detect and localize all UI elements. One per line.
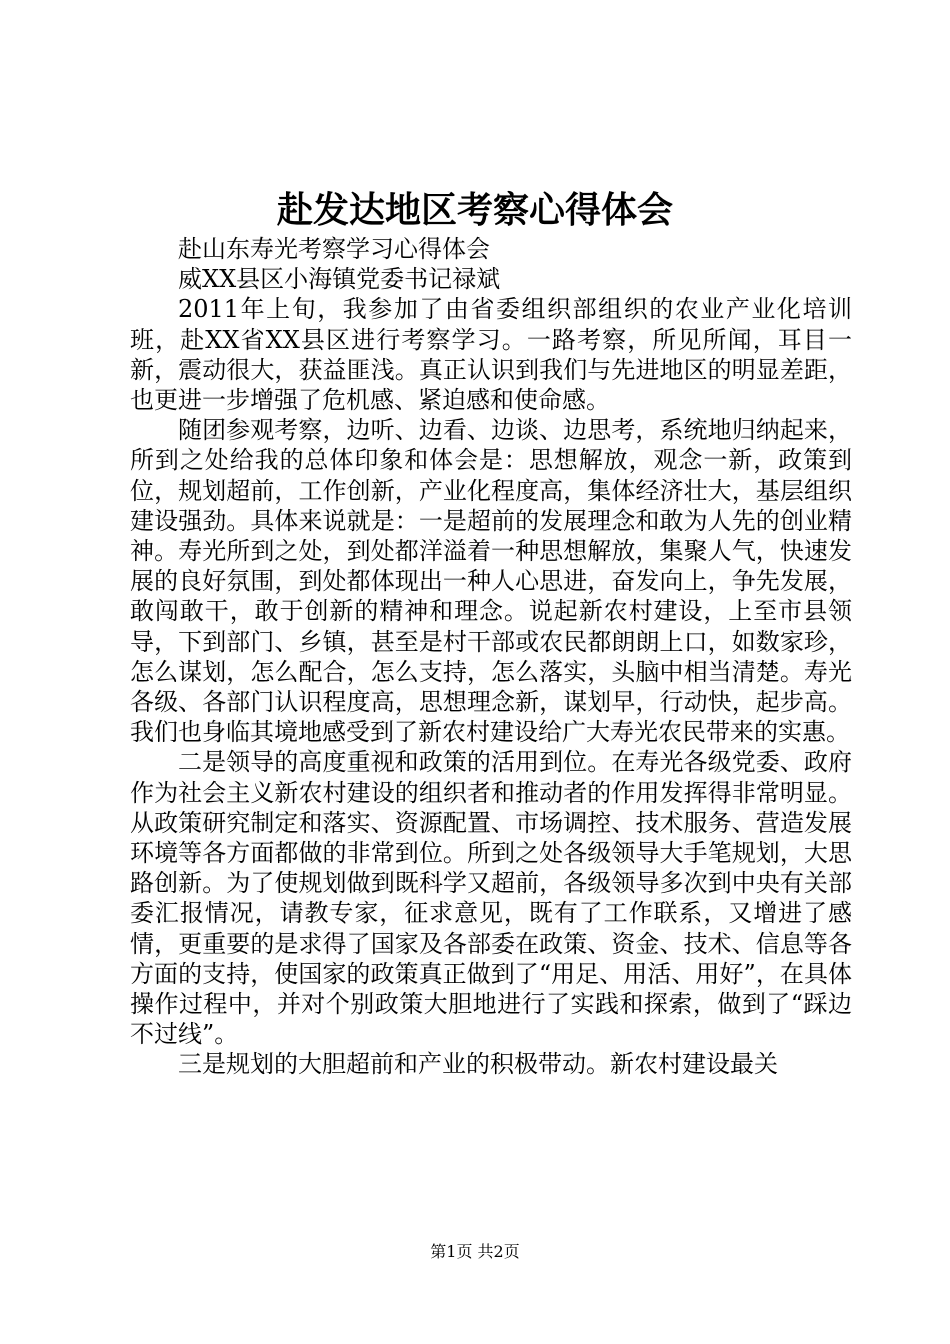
paragraph: 随团参观考察，边听、边看、边谈、边思考，系统地归纳起来，所到之处给我的总体印象和体会是：思想解放，观念一新，政策到位，规划超前，工作创新，产业化程度高，集体经济壮大，基层组织建设强劲。具体来说就是：一是超前的发展理念和敢为人先的创业精神。寿光所到之处，到处都洋溢着一种思想解放，集聚人气，快速发展的良好氛围，到处都体现出一种人心思进，奋发向上，争先发展，敢闯敢干，敢于创新的精神和理念。说起新农村建设，上至市县领导，下到部门、乡镇，甚至是村干部或农民都朗朗上口，如数家珍，怎么谋划，怎么配合，怎么支持，怎么落实，头脑中相当清楚。寿光各级、各部门认识程度高，思想理念新，谋划早，行动快，起步高。我们也身临其境地感受到了新农村建设给广大寿光农民带来的实惠。 xyxy=(130,416,852,747)
paragraph: 三是规划的大胆超前和产业的积极带动。新农村建设最关 xyxy=(178,1050,778,1079)
document-title: 赴发达地区考察心得体会 xyxy=(276,189,673,231)
page-footer: 第1页 共2页 xyxy=(430,1242,520,1261)
paragraph: 2011年上旬，我参加了由省委组织部组织的农业产业化培训班，赴XX省XX县区进行考察学习。一路考察，所见所闻，耳目一新，震动很大，获益匪浅。真正认识到我们与先进地区的明显差距，也更进一步增强了危机感、紧迫感和使命感。 xyxy=(130,295,852,415)
document-body xyxy=(130,234,852,1080)
document-subtitle: 赴山东寿光考察学习心得体会 xyxy=(178,235,490,263)
paragraph: 二是领导的高度重视和政策的活用到位。在寿光各级党委、政府作为社会主义新农村建设的组织者和推动者的作用发挥得非常明显。从政策研究制定和落实、资源配置、市场调控、技术服务、营造发展环境等各方面都做的非常到位。所到之处各级领导大手笔规划，大思路创新。为了使规划做到既科学又超前，各级领导多次到中央有关部委汇报情况，请教专家，征求意见，既有了工作联系，又增进了感情，更重要的是求得了国家及各部委在政策、资金、技术、信息等各方面的支持，使国家的政策真正做到了“用足、用活、用好”，在具体操作过程中，并对个别政策大胆地进行了实践和探索，做到了“踩边不过线”。 xyxy=(130,748,852,1049)
author-line: 威XX县区小海镇党委书记禄斌 xyxy=(178,265,501,294)
